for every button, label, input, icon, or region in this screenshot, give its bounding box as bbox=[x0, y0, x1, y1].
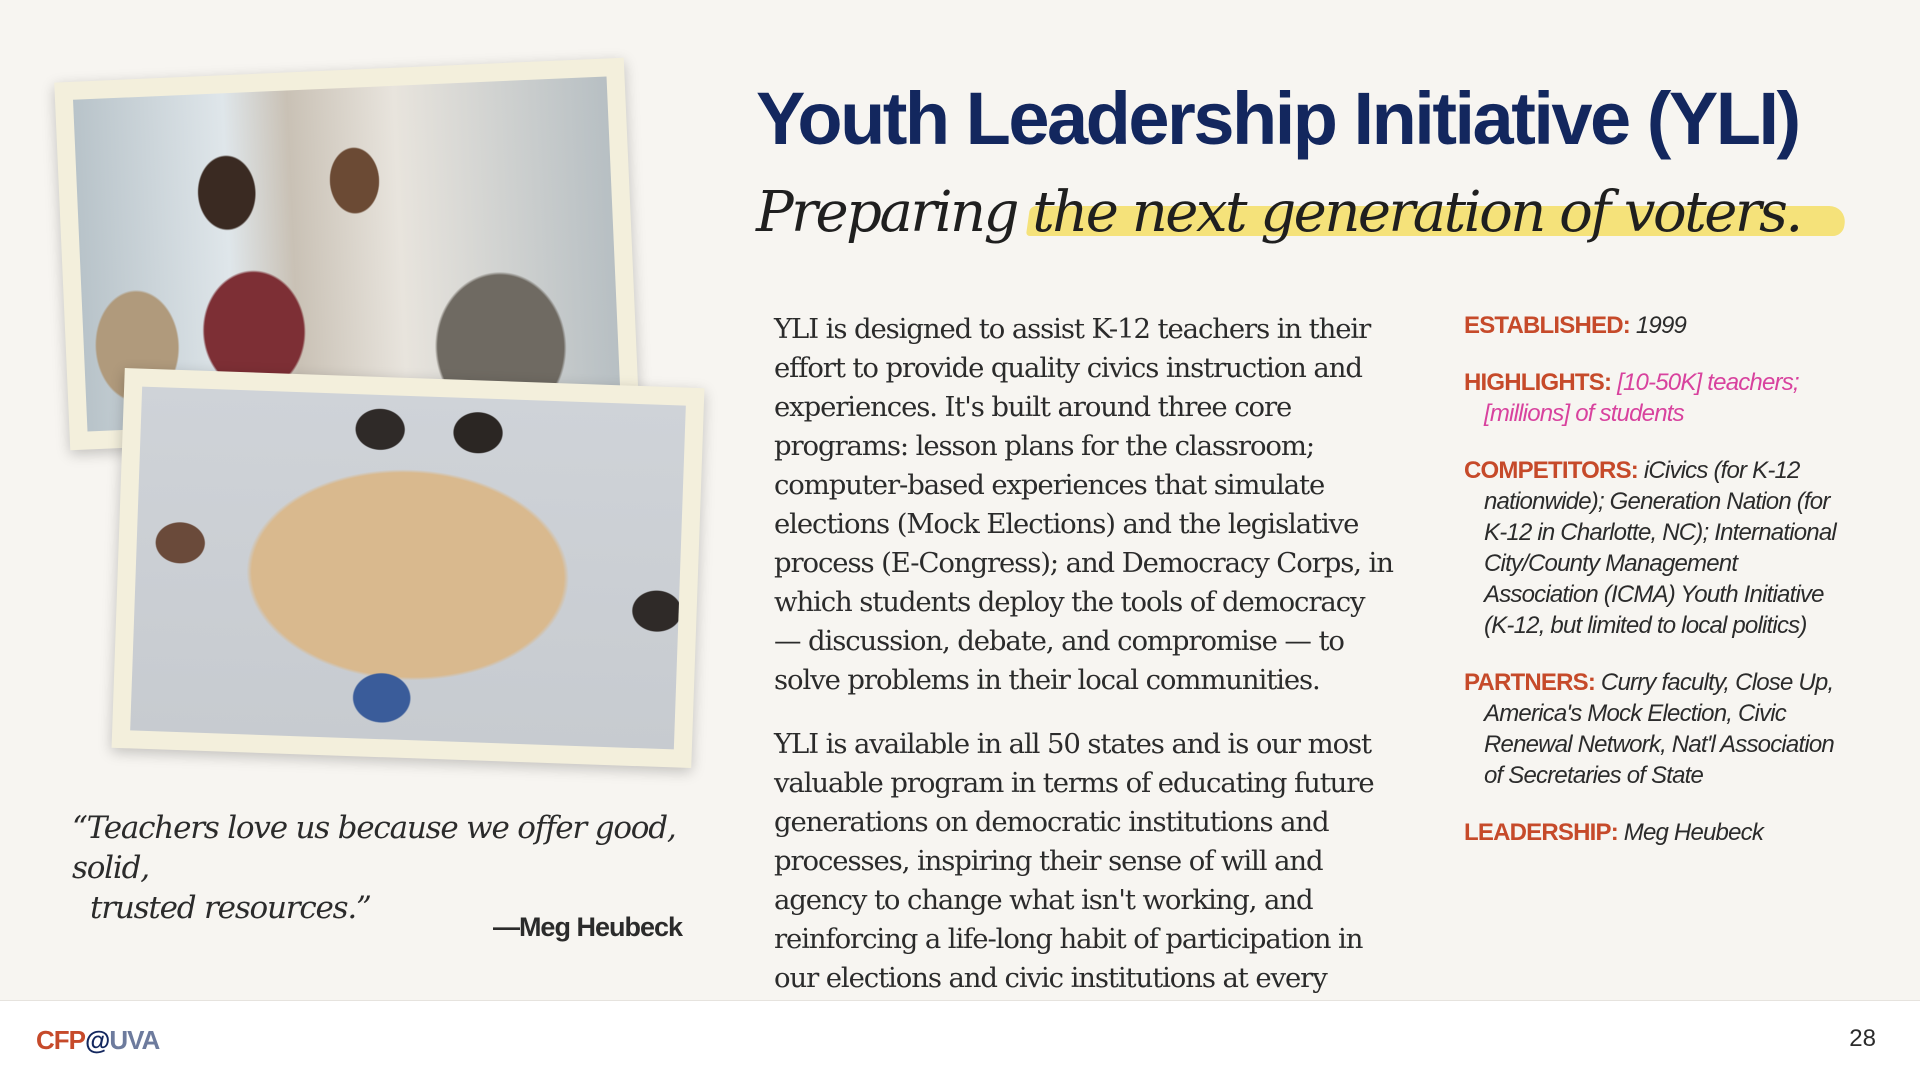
quote-line-2: trusted resources.” bbox=[90, 890, 371, 926]
fact-value: 1999 bbox=[1635, 312, 1687, 339]
cfp-uva-logo bbox=[36, 1025, 159, 1056]
page-subtitle bbox=[756, 180, 1801, 245]
body-paragraph-2: YLI is available in all 50 states and is our most valuable program in terms of educating future generations on democratic institutions and processes, inspiring their sense of will and agency to change what isn't working, and reinforcing a life-long habit of participation in our elections and civic institutions at every bbox=[774, 728, 1374, 994]
fact-partners bbox=[1464, 667, 1844, 791]
fact-leadership bbox=[1464, 817, 1844, 848]
fact-label: ESTABLISHED: bbox=[1464, 312, 1630, 339]
fact-value: iCivics (for K-12 nationwide); Generation Nation (for K-12 in Charlotte, NC); International City/County Management Association (ICMA) Youth Initiative (K-12, but limited to local politics) bbox=[1484, 457, 1836, 639]
fact-value: Meg Heubeck bbox=[1623, 819, 1764, 846]
logo-uva: UVA bbox=[109, 1025, 160, 1055]
fact-label: PARTNERS: bbox=[1464, 669, 1596, 696]
fact-highlights bbox=[1464, 367, 1844, 429]
fact-value: [10-50K] teachers; [millions] of students bbox=[1484, 369, 1799, 427]
fact-label: COMPETITORS: bbox=[1464, 457, 1638, 484]
body-text bbox=[774, 310, 1394, 1062]
quote-author: —Meg Heubeck bbox=[492, 912, 682, 942]
subtitle-plain: Preparing bbox=[756, 180, 1033, 245]
fact-label: LEADERSHIP: bbox=[1464, 819, 1618, 846]
photo-kids-drawing bbox=[112, 368, 705, 768]
pull-quote bbox=[72, 808, 692, 928]
body-paragraph-1: YLI is designed to assist K-12 teachers in their effort to provide quality civics instruction and experiences. It's built around three core programs: lesson plans for the classroom; computer-based experiences that simulate elections (Mock Elections) and the legislative process (E-Congress); and Democracy Corps, in which students deploy the tools of democracy — discussion, debate, and compromise — to solve problems in their local communities. bbox=[774, 313, 1393, 696]
fact-value: Curry faculty, Close Up, America's Mock Election, Civic Renewal Network, Nat'l Association of Secretaries of State bbox=[1484, 669, 1834, 789]
quote-line-1: “Teachers love us because we offer good, solid, bbox=[72, 810, 676, 886]
photo-kids-drawing-table-icon bbox=[130, 387, 686, 750]
fact-established bbox=[1464, 310, 1844, 341]
footer bbox=[0, 1000, 1920, 1080]
page-title: Youth Leadership Initiative (YLI) bbox=[756, 77, 1799, 160]
page-number: 28 bbox=[1849, 1025, 1876, 1052]
logo-cfp: CFP bbox=[36, 1025, 85, 1055]
fact-competitors bbox=[1464, 455, 1844, 641]
subtitle-highlighted: the next generation of voters. bbox=[1032, 180, 1801, 245]
facts-list bbox=[1464, 310, 1844, 874]
logo-at: @ bbox=[85, 1025, 110, 1055]
fact-label: HIGHLIGHTS: bbox=[1464, 369, 1612, 396]
